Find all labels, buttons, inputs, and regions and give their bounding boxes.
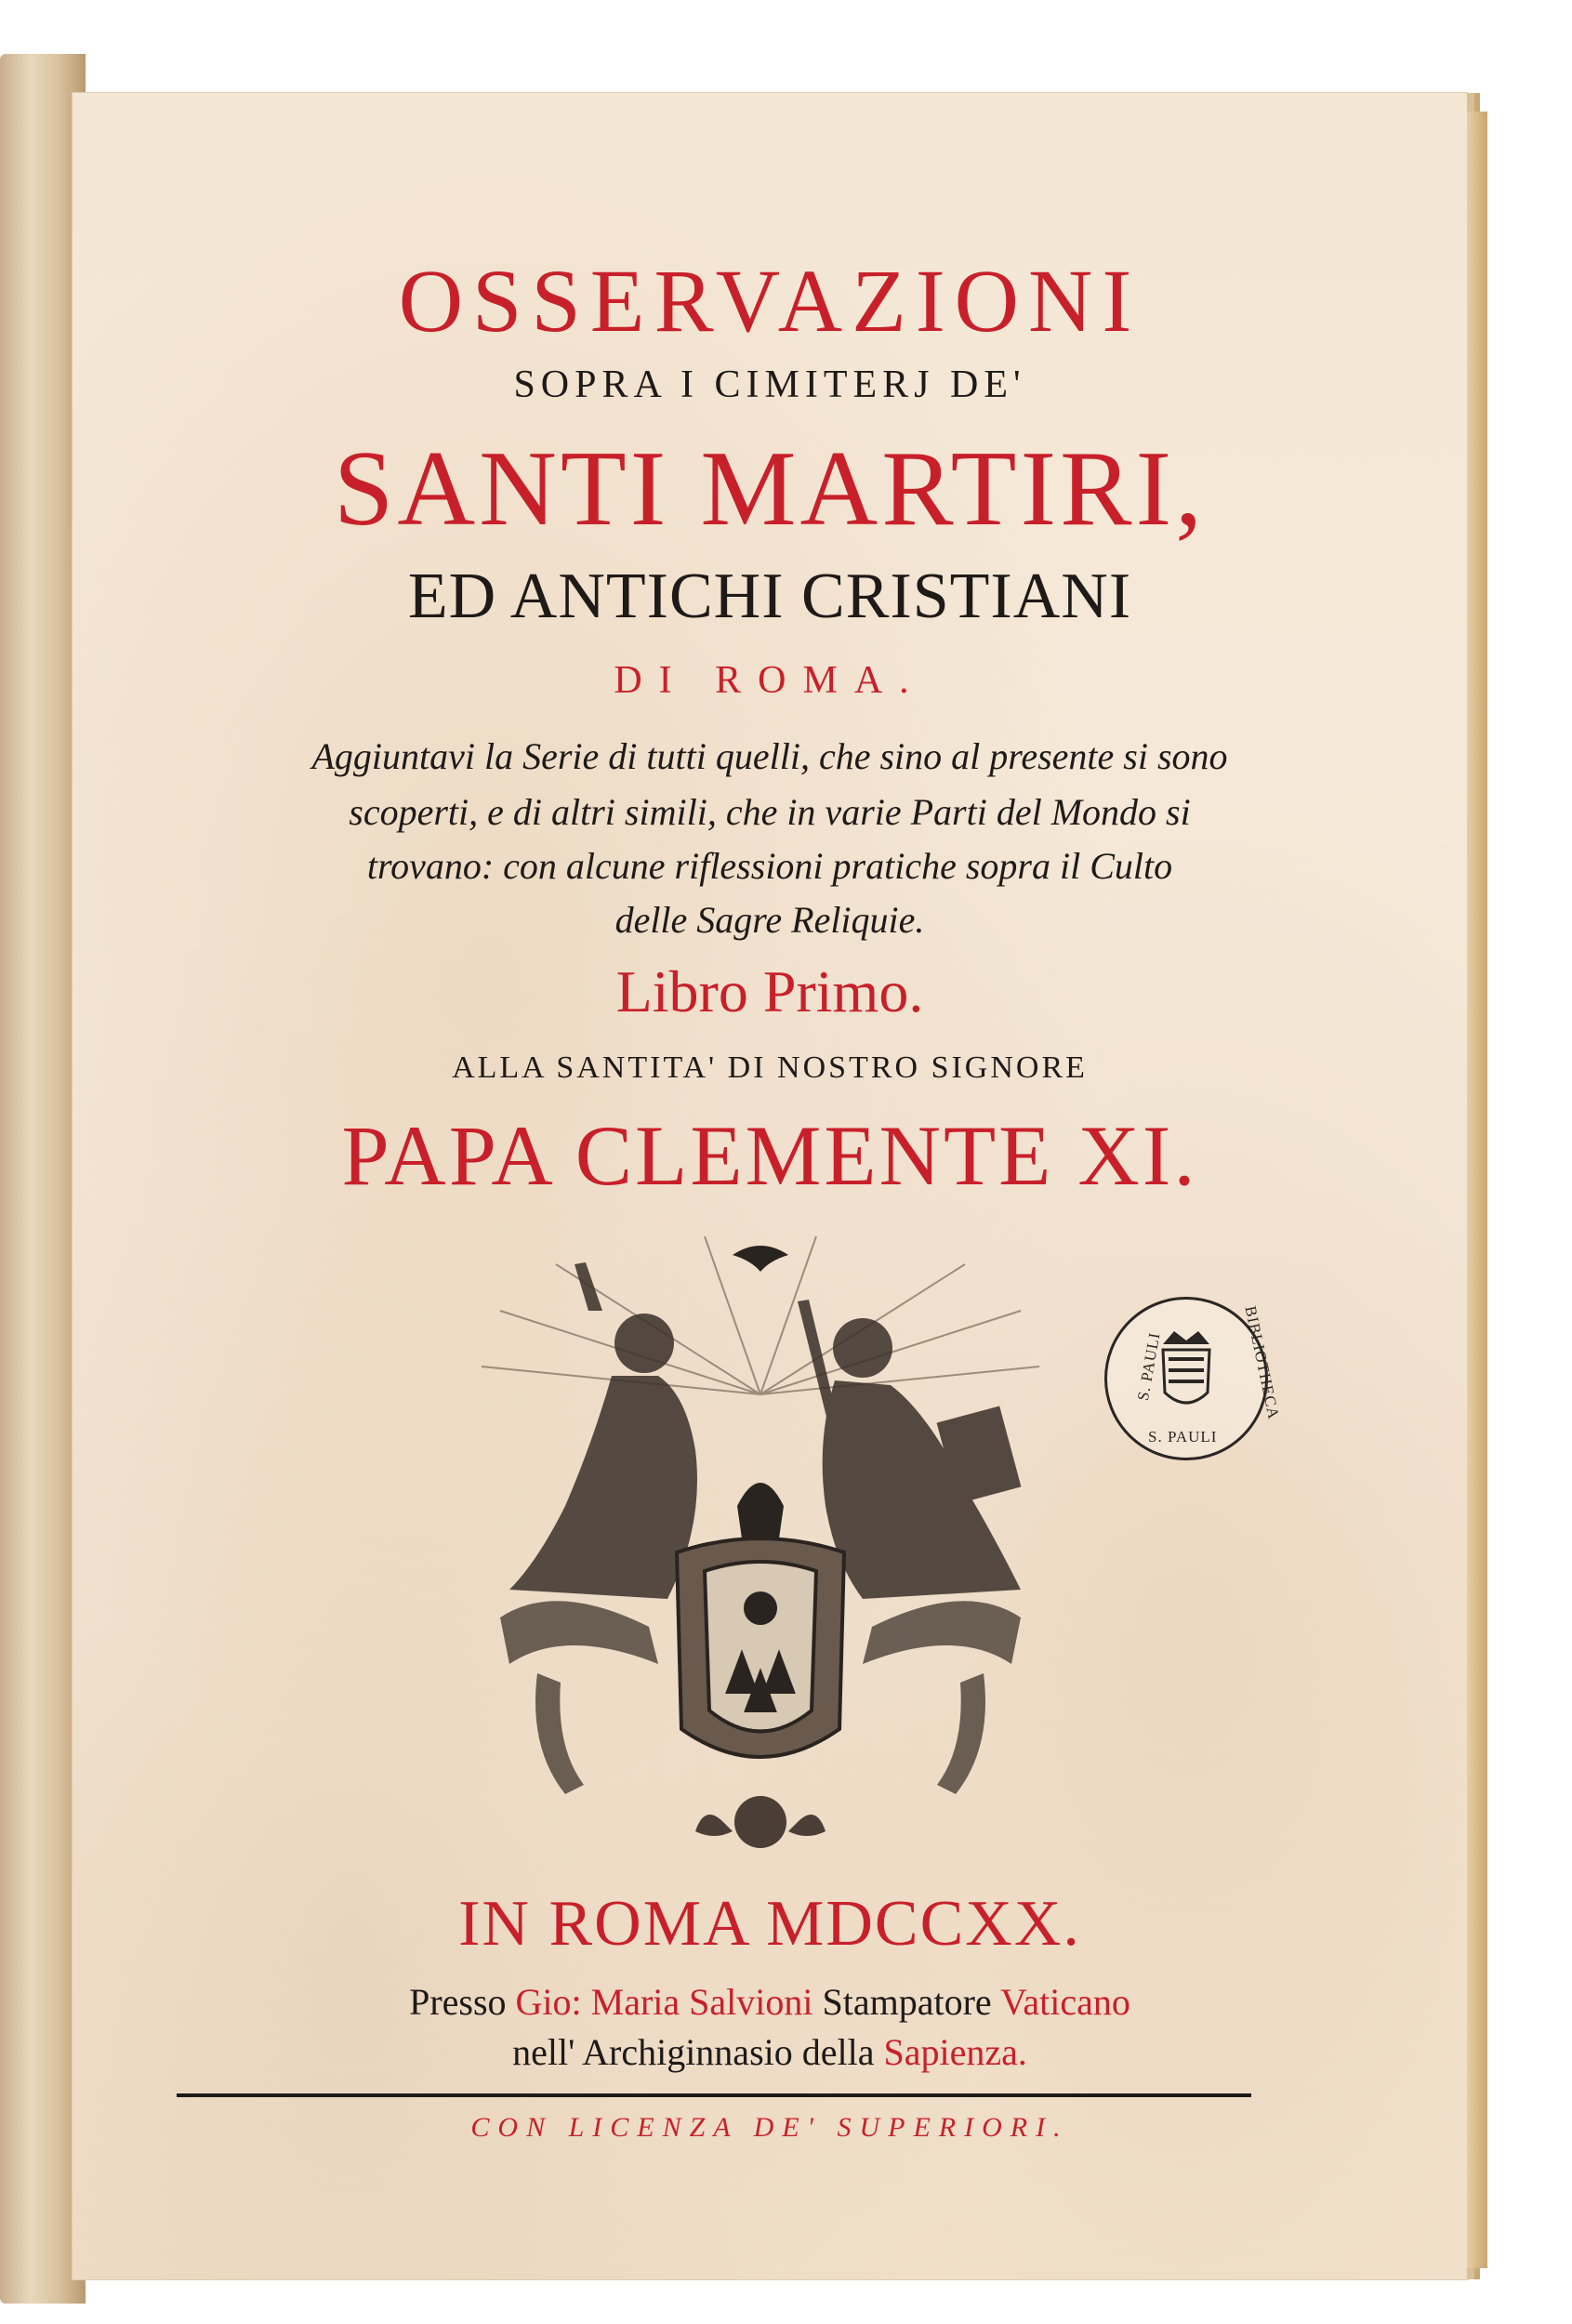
dove-icon — [733, 1246, 788, 1272]
description-line: delle Sagre Reliquie. — [614, 899, 925, 941]
engraving-vignette — [426, 1227, 1095, 1896]
printer-role: Stampatore — [812, 1981, 1000, 2023]
location-prefix: nell' Archiginnasio della — [512, 2031, 884, 2073]
title-page — [73, 93, 1467, 2279]
printer-prefix: Presso — [409, 1981, 516, 2023]
page-edge — [1467, 112, 1487, 2268]
divider-rule — [177, 2093, 1251, 2097]
library-stamp — [1104, 1297, 1283, 1460]
description-line: Aggiuntavi la Serie di tutti quelli, che sino al presente si sono — [311, 735, 1228, 777]
title-santi-martiri: SANTI MARTIRI, — [333, 429, 1207, 548]
stamp-right-text: BIBLIOTHECA — [1241, 1304, 1283, 1421]
cherub-icon — [734, 1796, 786, 1848]
printer-office: Vaticano — [999, 1981, 1130, 2023]
stamp-crest-icon — [1156, 1327, 1217, 1417]
location-name: Sapienza. — [883, 2031, 1027, 2073]
description-line: trovano: con alcune riflessioni pratiche sopra il Culto — [366, 845, 1173, 887]
subtitle-cristiani: ED ANTICHI CRISTIANI — [407, 561, 1132, 632]
book-label: Libro Primo. — [615, 958, 924, 1024]
coat-of-arms — [677, 1538, 844, 1757]
subtitle-cimiterj: SOPRA I CIMITERJ DE' — [513, 363, 1026, 406]
imprint-place-date: IN ROMA MDCCXX. — [458, 1888, 1081, 1960]
stamp-bottom-text: S. PAULI — [1148, 1428, 1218, 1446]
title-main: OSSERVAZIONI — [398, 251, 1142, 350]
location-line — [73, 2030, 1467, 2074]
description-line: scoperti, e di altri simili, che in varie Parti del Mondo si — [349, 791, 1191, 833]
license-line: CON LICENZA DE' SUPERIORI. — [470, 2112, 1069, 2143]
dedication-line: ALLA SANTITA' DI NOSTRO SIGNORE — [452, 1050, 1088, 1085]
stamp-left-text: S. PAULI — [1133, 1330, 1164, 1403]
printer-name: Gio: Maria Salvioni — [515, 1981, 813, 2023]
tiara-icon — [737, 1483, 784, 1538]
printer-line — [73, 1980, 1467, 2024]
dedicatee: PAPA CLEMENTE XI. — [341, 1108, 1198, 1203]
saint-peter-figure — [509, 1262, 697, 1599]
place-line: DI ROMA. — [614, 659, 926, 702]
